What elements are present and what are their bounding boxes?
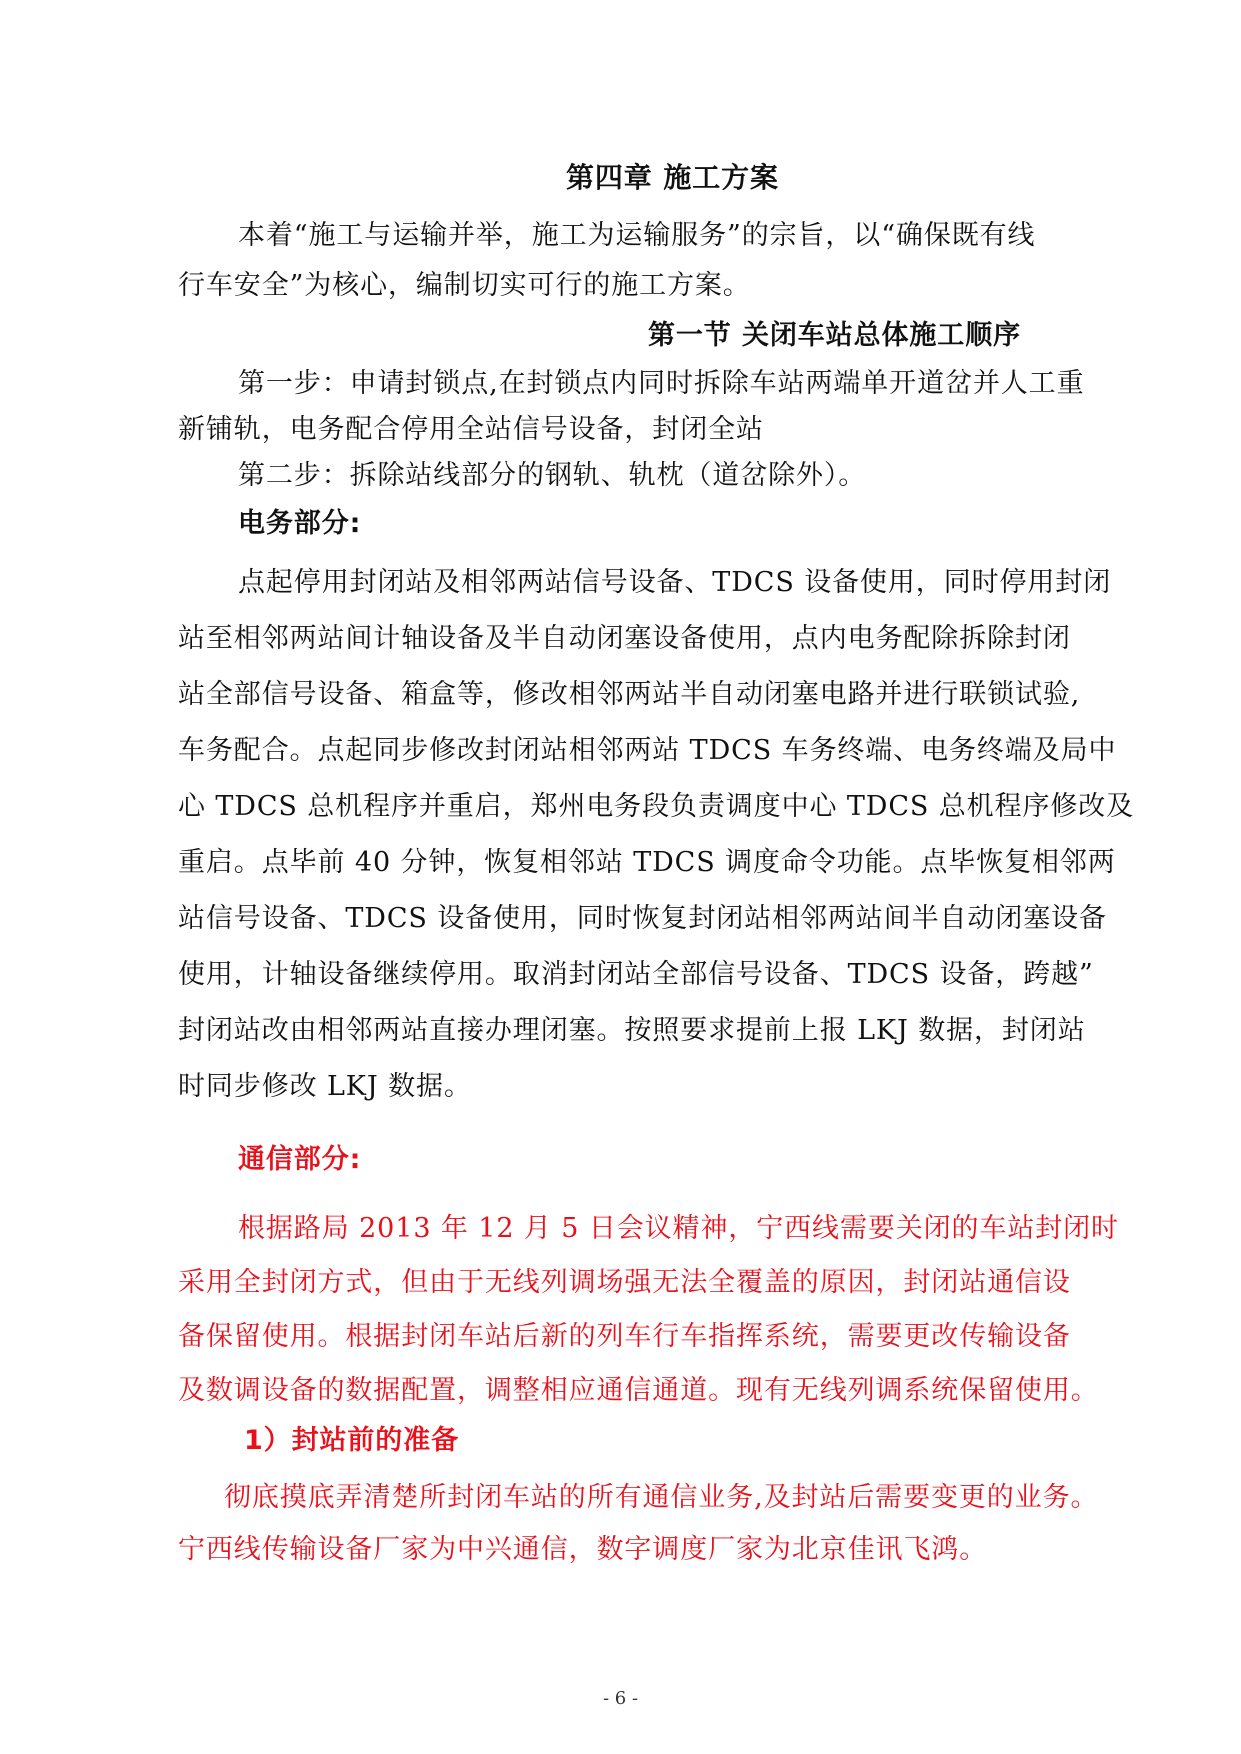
electric-line-6: 重启。点毕前 40 分钟，恢复相邻站 TDCS 调度命令功能。点毕恢复相邻两 bbox=[178, 847, 1116, 878]
prep-heading: 1）封站前的准备 bbox=[244, 1425, 459, 1456]
electric-line-9: 封闭站改由相邻两站直接办理闭塞。按照要求提前上报 LKJ 数据，封闭站 bbox=[178, 1015, 1086, 1046]
intro-line-2: 行车安全”为核心，编制切实可行的施工方案。 bbox=[178, 270, 751, 301]
comm-heading: 通信部分: bbox=[238, 1144, 362, 1175]
electric-line-4: 车务配合。点起同步修改封闭站相邻两站 TDCS 车务终端、电务终端及局中 bbox=[178, 735, 1117, 766]
section-title: 第一节 关闭车站总体施工顺序 bbox=[648, 320, 1021, 351]
chapter-title: 第四章 施工方案 bbox=[566, 161, 779, 194]
electric-line-1: 点起停用封闭站及相邻两站信号设备、TDCS 设备使用，同时停用封闭 bbox=[238, 567, 1112, 598]
electric-line-3: 站全部信号设备、箱盒等，修改相邻两站半自动闭塞电路并进行联锁试验, bbox=[178, 679, 1081, 710]
page-number: - 6 - bbox=[602, 1688, 639, 1709]
comm-line-2: 采用全封闭方式，但由于无线列调场强无法全覆盖的原因，封闭站通信设 bbox=[178, 1267, 1071, 1298]
electric-line-8: 使用，计轴设备继续停用。取消封闭站全部信号设备、TDCS 设备，跨越” bbox=[178, 959, 1094, 990]
electric-line-5: 心 TDCS 总机程序并重启，郑州电务段负责调度中心 TDCS 总机程序修改及 bbox=[178, 791, 1135, 822]
comm-line-1: 根据路局 2013 年 12 月 5 日会议精神，宁西线需要关闭的车站封闭时 bbox=[238, 1213, 1119, 1244]
comm-line-4: 及数调设备的数据配置，调整相应通信通道。现有无线列调系统保留使用。 bbox=[178, 1375, 1099, 1406]
electric-line-10: 时同步修改 LKJ 数据。 bbox=[178, 1071, 472, 1102]
step-line-2: 新铺轨，电务配合停用全站信号设备，封闭全站 bbox=[178, 414, 764, 445]
intro-line-1: 本着“施工与运输并举，施工为运输服务”的宗旨，以“确保既有线 bbox=[238, 220, 1036, 251]
electric-line-7: 站信号设备、TDCS 设备使用，同时恢复封闭站相邻两站间半自动闭塞设备 bbox=[178, 903, 1107, 934]
comm-line-3: 备保留使用。根据封闭车站后新的列车行车指挥系统，需要更改传输设备 bbox=[178, 1321, 1071, 1352]
step-line-3: 第二步：拆除站线部分的钢轨、轨枕（道岔除外）。 bbox=[238, 460, 867, 491]
prep-line-1: 彻底摸底弄清楚所封闭车站的所有通信业务,及封站后需要变更的业务。 bbox=[224, 1482, 1099, 1513]
step-line-1: 第一步：申请封锁点,在封锁点内同时拆除车站两端单开道岔并人工重 bbox=[238, 368, 1085, 399]
prep-line-2: 宁西线传输设备厂家为中兴通信，数字调度厂家为北京佳讯飞鸿。 bbox=[178, 1534, 988, 1565]
electric-heading: 电务部分: bbox=[238, 508, 362, 539]
electric-line-2: 站至相邻两站间计轴设备及半自动闭塞设备使用，点内电务配除拆除封闭 bbox=[178, 623, 1071, 654]
